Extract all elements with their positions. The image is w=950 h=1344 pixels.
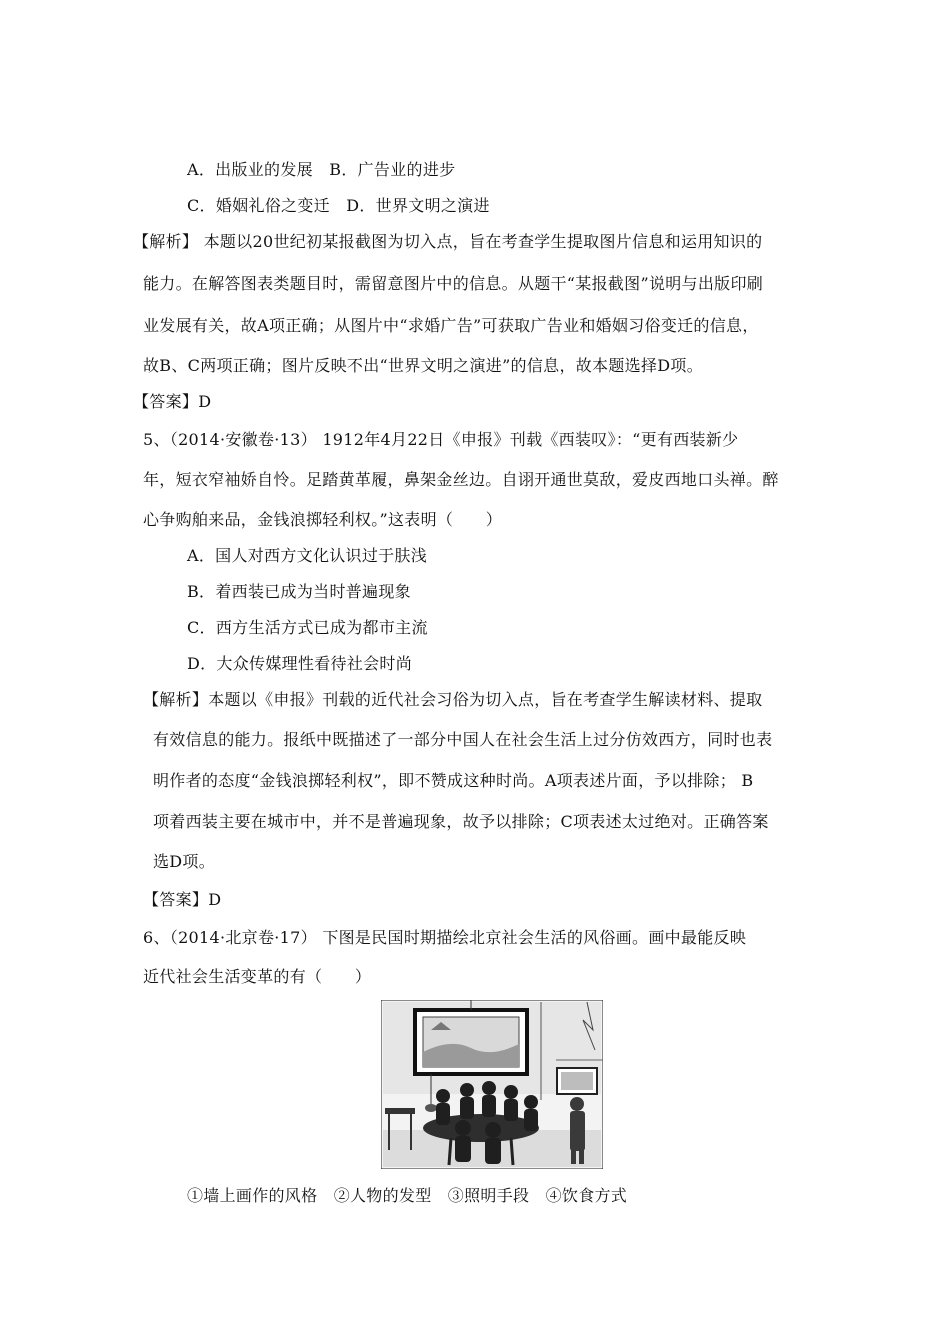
prev-answer: 【答案】D: [133, 392, 212, 411]
q6-options-line: ①墙上画作的风格 ②人物的发型 ③照明手段 ④饮食方式: [187, 1186, 628, 1205]
q5-answer: 【答案】D: [143, 890, 222, 909]
q5-stem-line: 5、（2014·安徽卷·13） 1912年4月22日《申报》刊载《西装叹》：“更有西装新少: [143, 430, 739, 449]
prev-analysis-line: 业发展有关，故A项正确；从图片中“求婚广告”可获取广告业和婚姻习俗变迁的信息，: [143, 316, 759, 335]
q5-analysis-line: 项着西装主要在城市中，并不是普遍现象，故予以排除；C项表述太过绝对。正确答案: [153, 812, 769, 831]
genre-painting-image: [381, 1000, 603, 1169]
q5-analysis-line: 明作者的态度“金钱浪掷轻利权”，即不赞成这种时尚。A项表述片面，予以排除； B: [153, 771, 754, 790]
q6-stem-line: 6、（2014·北京卷·17） 下图是民国时期描绘北京社会生活的风俗画。画中最能反映: [143, 928, 747, 947]
prev-analysis-line: 【解析】 本题以20世纪初某报截图为切入点，旨在考查学生提取图片信息和运用知识的: [133, 232, 763, 251]
q5-analysis-line: 选D项。: [153, 852, 216, 871]
prev-option-ab: A．出版业的发展 B．广告业的进步: [187, 160, 456, 179]
q6-stem-line: 近代社会生活变革的有（ ）: [143, 967, 372, 986]
q5-option-b: B．着西装已成为当时普遍现象: [187, 582, 411, 601]
q5-analysis-line: 【解析】本题以《申报》刊载的近代社会习俗为切入点，旨在考查学生解读材料、提取: [143, 690, 763, 709]
q5-option-a: A．国人对西方文化认识过于肤浅: [187, 546, 428, 565]
prev-option-cd: C．婚姻礼俗之变迁 D．世界文明之演进: [187, 196, 490, 215]
prev-analysis-line: 能力。在解答图表类题目时，需留意图片中的信息。从题干“某报截图”说明与出版印刷: [143, 274, 764, 293]
q5-analysis-line: 有效信息的能力。报纸中既描述了一部分中国人在社会生活上过分仿效西方，同时也表: [153, 730, 773, 749]
q5-stem-line: 心争购舶来品，金钱浪掷轻利权。”这表明（ ）: [143, 510, 503, 529]
prev-analysis-line: 故B、C两项正确；图片反映不出“世界文明之演进”的信息，故本题选择D项。: [143, 356, 703, 375]
q5-option-c: C．西方生活方式已成为都市主流: [187, 618, 428, 637]
q5-stem-line: 年，短衣窄袖娇自怜。足踏黄革履，鼻架金丝边。自诩开通世莫敌，爱皮西地口头禅。醉: [143, 470, 779, 489]
q5-option-d: D．大众传媒理性看待社会时尚: [187, 654, 413, 673]
